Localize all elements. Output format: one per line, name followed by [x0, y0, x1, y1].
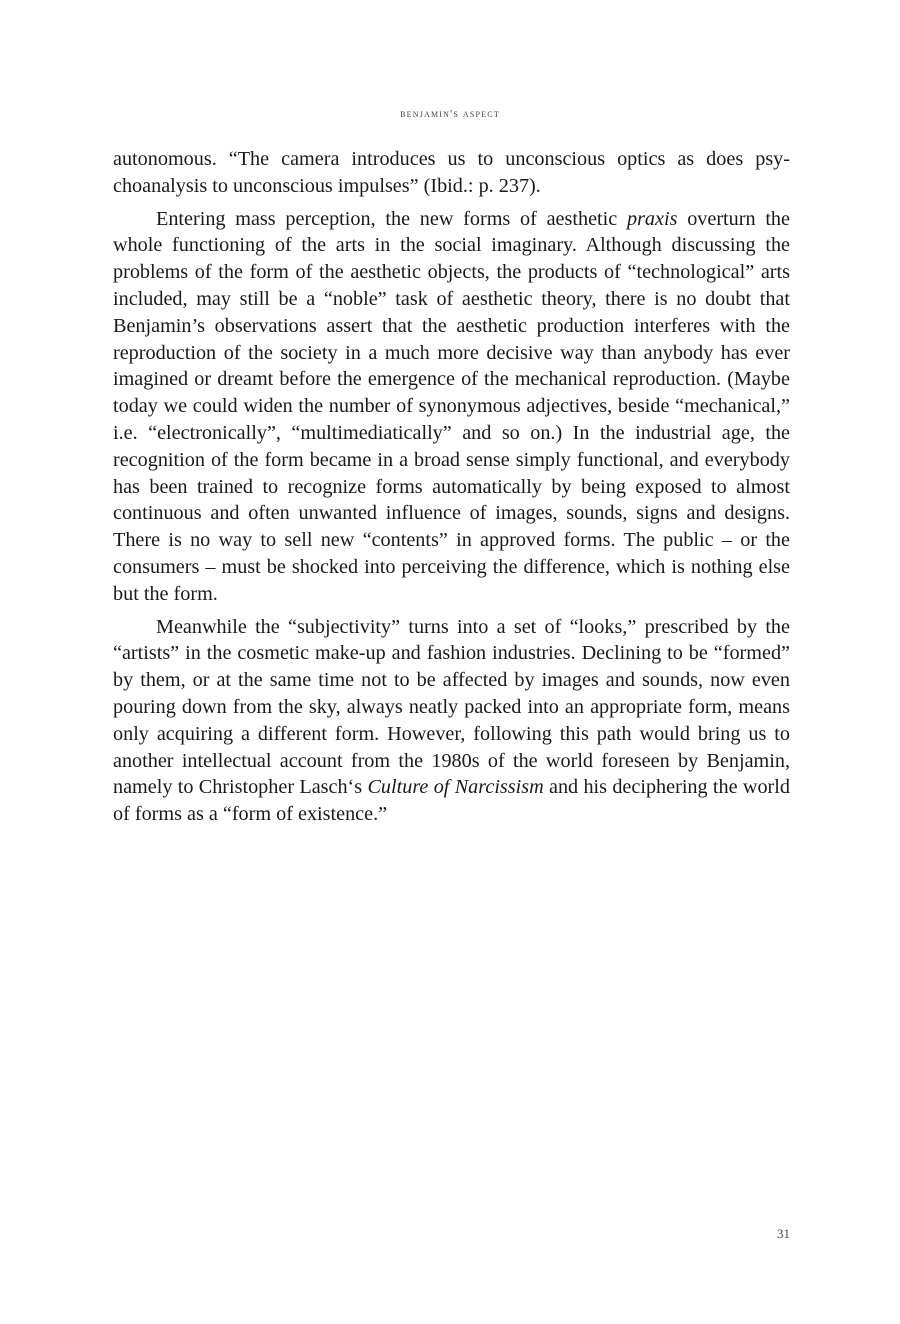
- paragraph-1: [113, 146, 790, 200]
- paragraph-2-text-a: Entering mass perception, the new forms of aesthetic: [156, 207, 627, 230]
- paragraph-3-text-a: Meanwhile the “subjectivity” turns into a set of “looks,” prescribed by the “artists” in the cosmetic make-up and fashion industries. Declining to be “formed” by them, or at the same time not to be affected by images and sounds, now even pouring down from the sky, always neatly packed into an appropriate form, means only acquiring a different form. However, following this path would bring us to another intellectual account from the 1980s of the world foreseen by Benjamin, namely to Christopher Lasch‘s: [113, 615, 790, 799]
- paragraph-2: [113, 206, 790, 608]
- paragraph-3-book-title: Culture of Narcissism: [367, 776, 544, 799]
- page-number: 31: [777, 1226, 790, 1241]
- paragraph-3-text-b: and his deciphering the world of forms as a “form of existence.”: [113, 776, 790, 826]
- paragraph-2-italic-term: praxis: [626, 207, 678, 230]
- paragraph-3: [113, 614, 790, 828]
- paragraph-2-text-b: overturn the whole functioning of the arts in the social imaginary. Although discussing the problems of the form of the aesthetic objects, the products of “technological” arts included, may still be a “noble” task of aesthetic theory, there is no doubt that Benjamin’s observations assert that the aesthetic production interferes with the reproduction of the society in a much more decisive way than anybody has ever imagined or dreamt before the emergence of the mechanical reproduction. (Maybe today we could widen the number of synonymous adjectives, beside “mechanical,” i.e. “electronically”, “multimediatically” and so on.) In the industrial age, the recognition of the form became in a broad sense simply functional, and everybody has been trained to recognize forms automatically by being exposed to almost continuous and often unwanted influence of images, sounds, signs and designs. There is no way to sell new “contents” in approved forms. The public – or the consumers – must be shocked into perceiving the difference, which is nothing else but the form.: [113, 207, 790, 605]
- running-head: benjamin's aspect: [400, 108, 500, 120]
- body-text: [113, 146, 790, 834]
- paragraph-1-text: autonomous. “The camera introduces us to unconscious optics as does psychoanalysis to unconscious impulses” (Ibid.: p. 237).: [113, 148, 790, 197]
